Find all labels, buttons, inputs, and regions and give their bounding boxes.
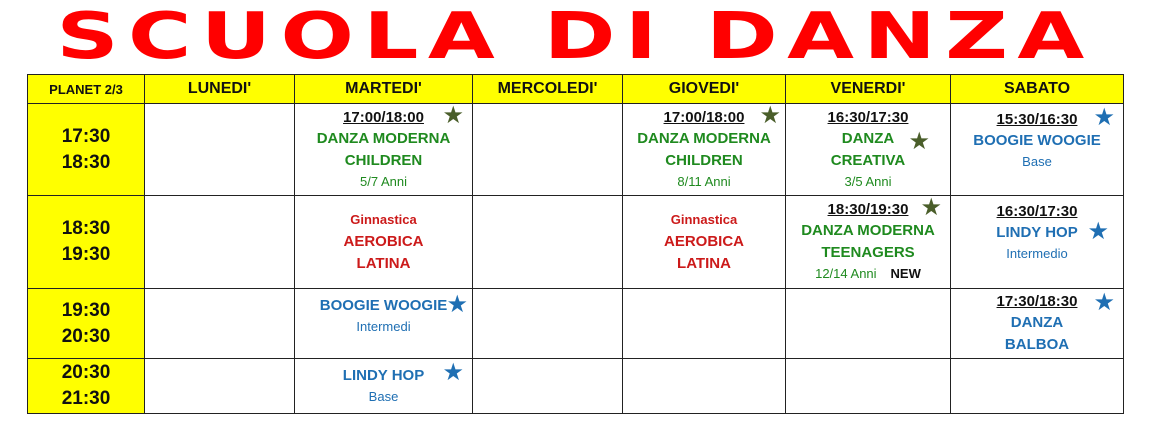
schedule-cell-empty [145, 104, 295, 196]
table-row [28, 359, 1124, 414]
day-header-mercoledi: MERCOLEDI' [473, 75, 623, 104]
class-level: Base [1022, 154, 1052, 169]
class-name: LINDY HOP [342, 367, 425, 384]
class-age: 3/5 Anni [844, 173, 892, 189]
schedule-cell [951, 196, 1124, 289]
schedule-cell [951, 289, 1124, 359]
schedule-cell-empty [145, 196, 295, 289]
header-corner: PLANET 2/3 [28, 75, 145, 104]
schedule-cell-empty [623, 289, 786, 359]
class-name: BOOGIE WOOGIE [973, 132, 1101, 149]
class-time: 16:30/17:30 [996, 203, 1078, 220]
class-name: AEROBICA [663, 233, 744, 250]
class-time: 18:30/19:30 [827, 201, 909, 218]
star-icon: ★ [920, 194, 942, 221]
slot-end: 20:30 [61, 325, 111, 347]
class-time: 17:30/18:30 [996, 292, 1078, 310]
slot-start: 19:30 [61, 299, 111, 321]
class-level: Intermedio [1006, 246, 1068, 261]
schedule-table [27, 74, 1124, 414]
class-time: 15:30/16:30 [996, 111, 1078, 128]
schedule-cell-empty [473, 104, 623, 196]
star-icon: ★ [442, 102, 464, 129]
schedule-cell-empty [473, 359, 623, 414]
class-name: AEROBICA [343, 233, 424, 250]
class-name: CHILDREN [665, 151, 743, 169]
star-icon: ★ [759, 102, 781, 129]
class-name: TEENAGERS [821, 244, 915, 261]
class-name: CREATIVA [830, 151, 906, 169]
schedule-cell-empty [786, 289, 951, 359]
star-icon: ★ [446, 291, 468, 318]
time-slot [28, 359, 145, 414]
class-name: DANZA [1010, 313, 1064, 331]
class-age-row [815, 264, 921, 284]
class-name: CHILDREN [344, 151, 423, 169]
star-icon: ★ [1093, 289, 1115, 316]
time-slot [28, 104, 145, 196]
schedule-cell-empty [473, 196, 623, 289]
schedule-cell-empty [145, 359, 295, 414]
schedule-cell [623, 196, 786, 289]
class-name: DANZA MODERNA [637, 129, 771, 147]
class-name: Ginnastica [350, 212, 417, 227]
schedule-cell [295, 104, 473, 196]
star-icon: ★ [1087, 218, 1109, 245]
slot-end: 18:30 [61, 151, 111, 173]
page-title: SCUOLA DI DANZA [56, 0, 1094, 74]
table-row [28, 289, 1124, 359]
schedule-cell-empty [951, 359, 1124, 414]
schedule-cell [951, 104, 1124, 196]
star-icon: ★ [1093, 104, 1115, 131]
class-name: BOOGIE WOOGIE [319, 297, 448, 314]
class-level: Base [368, 389, 399, 404]
schedule-cell [295, 359, 473, 414]
time-slot [28, 289, 145, 359]
day-header-lunedi: LUNEDI' [145, 75, 295, 104]
schedule-cell [295, 196, 473, 289]
class-name: BALBOA [1004, 335, 1070, 353]
schedule-cell [786, 104, 951, 196]
slot-end: 21:30 [61, 388, 111, 409]
slot-start: 17:30 [61, 125, 111, 147]
schedule-cell-empty [145, 289, 295, 359]
day-header-martedi: MARTEDI' [295, 75, 473, 104]
schedule-cell-empty [473, 289, 623, 359]
time-slot [28, 196, 145, 289]
slot-start: 18:30 [61, 218, 111, 239]
schedule-cell-empty [623, 359, 786, 414]
table-row [28, 196, 1124, 289]
class-time: 17:00/18:00 [663, 108, 745, 126]
day-header-sabato: SABATO [951, 75, 1124, 104]
class-name: LATINA [356, 255, 411, 272]
schedule-cell [786, 196, 951, 289]
class-age: 5/7 Anni [360, 173, 407, 189]
schedule-cell [623, 104, 786, 196]
class-age: 12/14 Anni [815, 266, 877, 281]
class-name: DANZA MODERNA [316, 129, 451, 147]
class-time: 17:00/18:00 [343, 108, 424, 126]
new-badge: NEW [890, 266, 921, 281]
class-age: 8/11 Anni [677, 173, 731, 189]
slot-end: 19:30 [61, 244, 111, 265]
class-name: Ginnastica [670, 212, 738, 227]
class-name: LINDY HOP [996, 224, 1078, 241]
table-row [28, 104, 1124, 196]
class-name: DANZA [841, 129, 895, 147]
star-icon: ★ [442, 359, 464, 386]
schedule-cell-empty [786, 359, 951, 414]
day-header-venerdi: VENERDI' [786, 75, 951, 104]
class-time: 16:30/17:30 [827, 108, 909, 126]
day-header-giovedi: GIOVEDI' [623, 75, 786, 104]
header-row [28, 75, 1124, 104]
class-name: DANZA MODERNA [801, 222, 935, 239]
schedule-cell [295, 289, 473, 359]
class-name: LATINA [677, 255, 731, 272]
slot-start: 20:30 [61, 362, 111, 383]
star-icon: ★ [908, 128, 930, 155]
class-level: Intermedi [356, 319, 411, 334]
